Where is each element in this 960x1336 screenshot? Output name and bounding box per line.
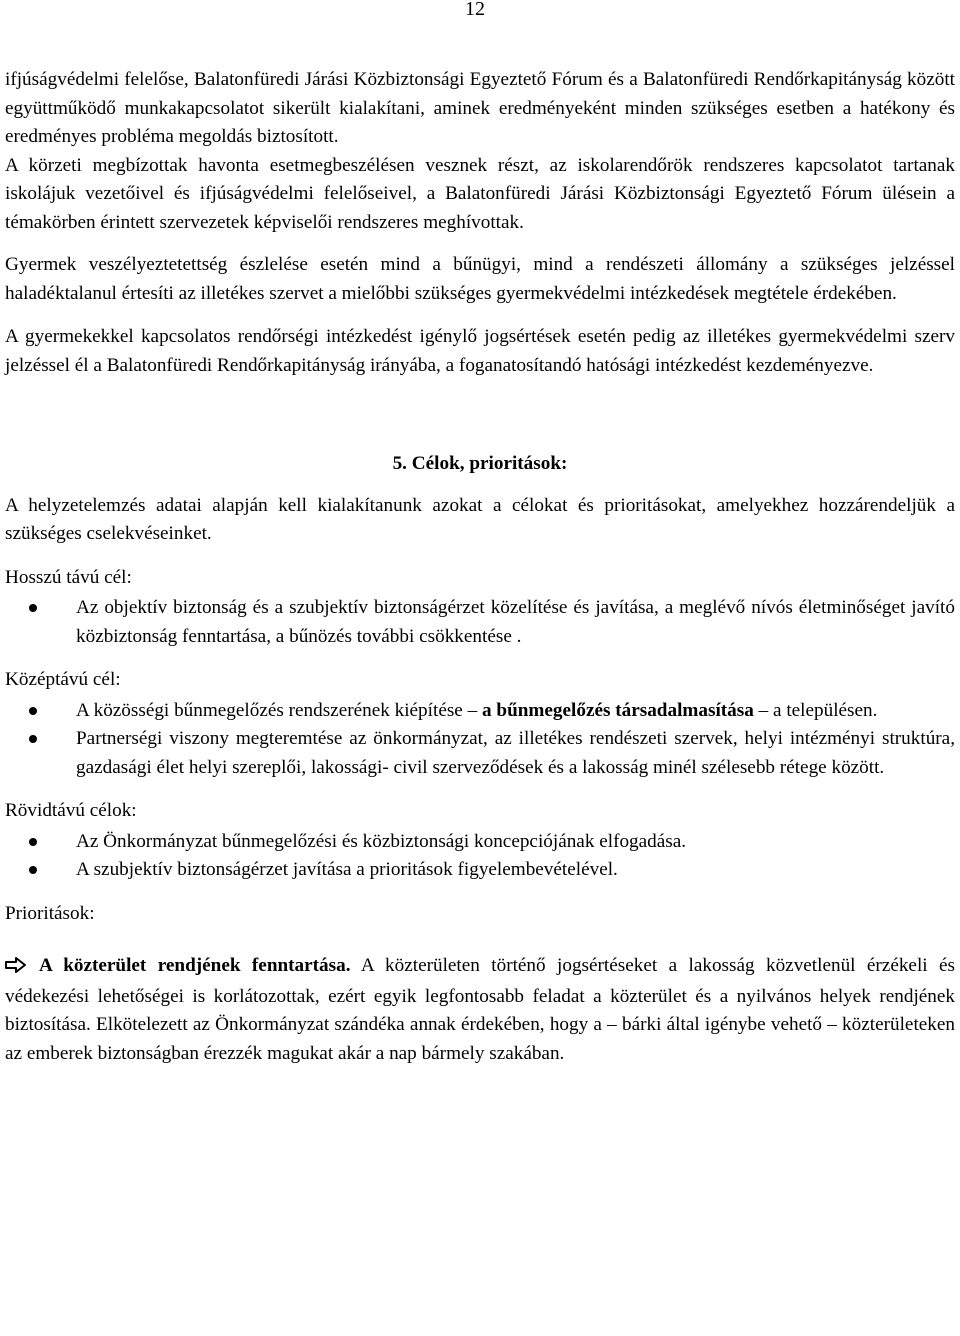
bullet-icon — [29, 735, 37, 743]
document-body — [5, 66, 955, 1068]
long-term-label: Hosszú távú cél: — [5, 566, 132, 588]
priorities-label: Prioritások: — [5, 902, 95, 924]
priority-paragraph — [5, 952, 955, 1068]
section-heading: 5. Célok, prioritások: — [392, 453, 568, 474]
short-term-list — [5, 828, 955, 885]
list-item — [5, 856, 955, 885]
bullet-icon — [29, 707, 37, 715]
list-item — [5, 697, 955, 726]
long-term-list — [5, 594, 955, 651]
list-item — [5, 725, 955, 782]
intro-paragraph: A helyzetelemzés adatai alapján kell kialakítanunk azokat a célokat és prioritásokat, amelyekhez hozzárendeljük a szükséges cselekvéseinket. — [5, 494, 955, 544]
list-item-text: Az Önkormányzat bűnmegelőzési és közbiztonsági koncepciójának elfogadása. — [76, 830, 687, 852]
bullet-icon — [29, 838, 37, 846]
list-item — [5, 828, 955, 857]
list-item — [5, 594, 955, 651]
bullet-icon — [29, 866, 37, 874]
mid-term-list — [5, 697, 955, 783]
paragraph-4: A gyermekekkel kapcsolatos rendőrségi intézkedést igénylő jogsértések esetén pedig az illetékes gyermekvédelmi szerv jelzéssel él a Balatonfüredi Rendőrkapitányság irányába, a foganatosítandó hatósági intézkedést kezdeményezve. — [5, 326, 955, 376]
list-item-text: A szubjektív biztonságérzet javítása a prioritások figyelembevételével. — [76, 859, 618, 880]
paragraph-3: Gyermek veszélyeztetettség észlelése esetén mind a bűnügyi, mind a rendészeti állomány a szükséges jelzéssel haladéktalanul értesíti az illetékes szervet a mielőbbi szükséges gyermekvédelmi intézkedések megtétele érdekében. — [5, 254, 955, 304]
priority-text: A közterületen történő jogsértéseket a lakosság közvetlenül érzékeli és védekezési lehetőségei is korlátozottak, ezért egyik legfontosabb feladat a közterület és a nyilvános helyek rendjének biztosítása. Elkötelezett az Önkormányzat szándéka annak érdekében, hogy a – bárki által igénybe vehető – közterületeken az emberek biztonságban érezzék magukat akár a nap bármely szakában. — [5, 955, 955, 1064]
list-item-text-pre: A közösségi bűnmegelőzés rendszerének kiépítése – — [76, 699, 483, 721]
page-number: 12 — [465, 0, 485, 20]
bullet-icon — [29, 604, 37, 612]
priority-title: A közterület rendjének fenntartása. — [39, 955, 351, 976]
list-item-text-post: – a településen. — [753, 699, 878, 721]
short-term-label: Rövidtávú célok: — [5, 800, 137, 821]
paragraph-1: ifjúságvédelmi felelőse, Balatonfüredi Járási Közbiztonsági Egyeztető Fórum és a Balatonfüredi Rendőrkapitányság között együttműködő munkakapcsolatot sikerült kialakítani, aminek eredményeként minden szükséges esetben a hatékony és eredményes probléma megoldás biztosított. — [5, 69, 955, 147]
mid-term-label: Középtávú cél: — [5, 669, 121, 690]
right-arrow-icon — [5, 954, 27, 983]
list-item-text: Az objektív biztonság és a szubjektív biztonságérzet közelítése és javítása, a meglévő nívós életminőséget javító közbiztonság fenntartása, a bűnözés további csökkentése . — [76, 597, 955, 647]
list-item-text: Partnerségi viszony megteremtése az önkormányzat, az illetékes rendészeti szervek, helyi intézményi struktúra, gazdasági élet helyi szereplői, lakossági- civil szerveződések és a lakosság minél szélesebb rétege között. — [76, 728, 955, 778]
paragraph-2: A körzeti megbízottak havonta esetmegbeszélésen vesznek részt, az iskolarendőrök rendszeres kapcsolatot tartanak iskolájuk vezetőivel és ifjúságvédelmi felelőseivel, a Balatonfüredi Járási Közbiztonsági Egyeztető Fórum ülésein a témakörben érintett szervezetek képviselői rendszeres meghívottak. — [5, 154, 955, 233]
list-item-text-bold: a bűnmegelőzés társadalmasítása — [482, 699, 754, 721]
